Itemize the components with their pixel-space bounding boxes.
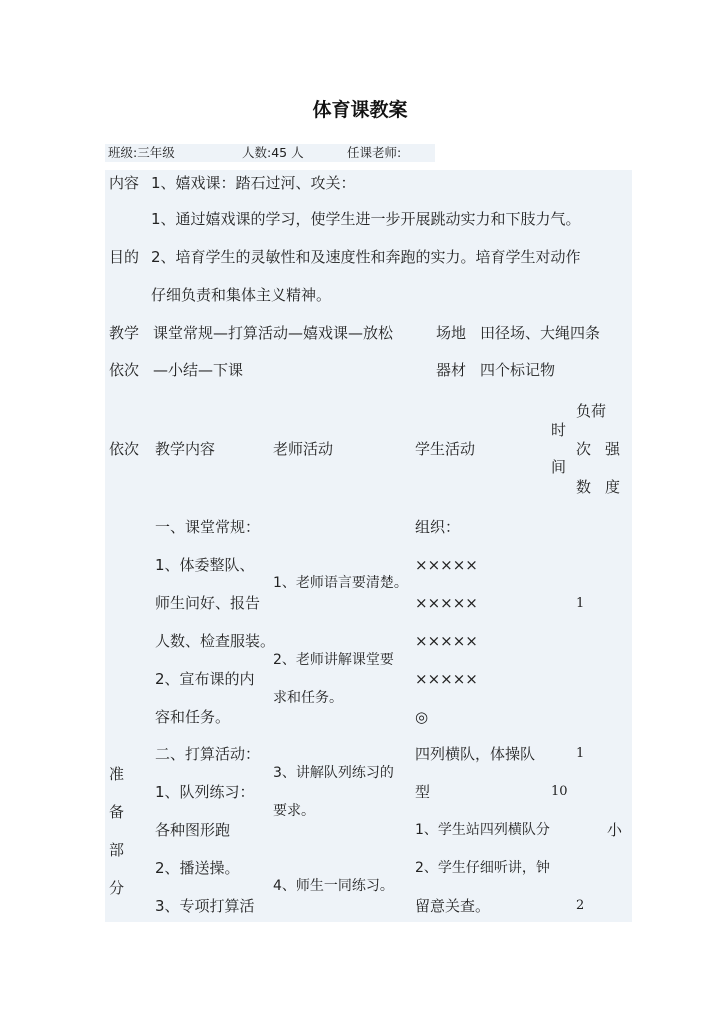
section2-label-char: 备 [109, 803, 125, 821]
order-label-1: 教学 [109, 324, 140, 342]
section1-teacher: 求和任务。 [273, 690, 343, 706]
section1-item: 容和任务。 [155, 708, 231, 726]
section2-item: 3、专项打算活 [155, 897, 255, 915]
formation-row: ××××× [415, 632, 478, 650]
section2-heading: 二、打算活动： [155, 745, 261, 763]
section2-time: 10 [551, 784, 568, 799]
section1-item: 2、宣布课的内 [155, 670, 255, 688]
formation-row: ××××× [415, 556, 478, 574]
section2-label-char: 准 [109, 765, 125, 783]
order-label-2: 依次 [109, 361, 140, 379]
section1-item: 人数、检查服装。 [155, 632, 276, 650]
section2-student: 型 [415, 783, 431, 801]
section2-teacher: 要求。 [273, 803, 315, 819]
student-count: 人数:45 人 [242, 145, 304, 160]
venue-value: 田径场、大绳四条 [480, 324, 601, 342]
col-time-2: 间 [551, 458, 567, 476]
equip-label: 器材 [436, 361, 467, 379]
section2-item: 2、播送操。 [155, 859, 240, 877]
section2-item: 各种图形跑 [155, 821, 231, 839]
class-info: 班级:三年级 [108, 145, 175, 160]
section1-student: 组织： [415, 518, 461, 536]
col-order: 依次 [109, 440, 140, 458]
goal-line-1: 1、通过嬉戏课的学习，使学生进一步开展跳动实力和下肢力气。 [151, 210, 581, 228]
section2-student: 2、学生仔细听讲，钟 [415, 860, 550, 876]
section1-teacher: 1、老师语言要清楚。 [273, 575, 408, 591]
content-text: 1、嬉戏课：踏石过河、攻关： [151, 174, 356, 192]
formation-row: ××××× [415, 670, 478, 688]
col-strength-1: 强 [605, 440, 621, 458]
col-time-1: 时 [551, 421, 567, 439]
col-count-2: 数 [576, 478, 592, 496]
table-background [105, 170, 632, 922]
content-label: 内容 [109, 174, 140, 192]
page-title: 体育课教案 [312, 99, 408, 121]
equip-value: 四个标记物 [480, 361, 556, 379]
teacher-position-marker: ◎ [415, 708, 429, 726]
section1-heading: 一、课堂常规： [155, 518, 261, 536]
section2-teacher: 3、讲解队列练习的 [273, 765, 394, 781]
col-student: 学生活动 [415, 440, 476, 458]
section2-time: 1 [576, 746, 585, 761]
col-count-1: 次 [576, 440, 592, 458]
section2-label-char: 分 [109, 879, 125, 897]
section1-teacher: 2、老师讲解课堂要 [273, 652, 394, 668]
goal-label: 目的 [109, 248, 140, 266]
col-load: 负荷 [576, 402, 607, 420]
formation-row: ××××× [415, 594, 478, 612]
venue-label: 场地 [436, 324, 467, 342]
section2-student: 1、学生站四列横队分 [415, 822, 550, 838]
section2-time: 2 [576, 898, 585, 913]
order-seq-2: —小结—下课 [153, 361, 244, 379]
section1-time: 1 [576, 596, 585, 611]
section2-student: 四列横队，体操队 [415, 745, 536, 763]
section2-strength: 小 [607, 821, 623, 839]
col-teacher: 老师活动 [273, 440, 334, 458]
goal-line-3: 仔细负责和集体主义精神。 [151, 286, 332, 304]
section2-label-char: 部 [109, 841, 125, 859]
section2-item: 1、队列练习： [155, 783, 255, 801]
section1-item: 1、体委整队、 [155, 556, 255, 574]
section2-teacher: 4、师生一同练习。 [273, 878, 394, 894]
order-seq-1: 课堂常规—打算活动—嬉戏课—放松 [153, 324, 394, 342]
col-content: 教学内容 [155, 440, 216, 458]
section2-student: 留意关查。 [415, 897, 491, 915]
col-strength-2: 度 [605, 478, 621, 496]
goal-line-2: 2、培育学生的灵敏性和及速度性和奔跑的实力。培育学生对动作 [151, 248, 581, 266]
teacher-field: 任课老师: [347, 145, 402, 160]
section1-item: 师生问好、报告 [155, 594, 261, 612]
